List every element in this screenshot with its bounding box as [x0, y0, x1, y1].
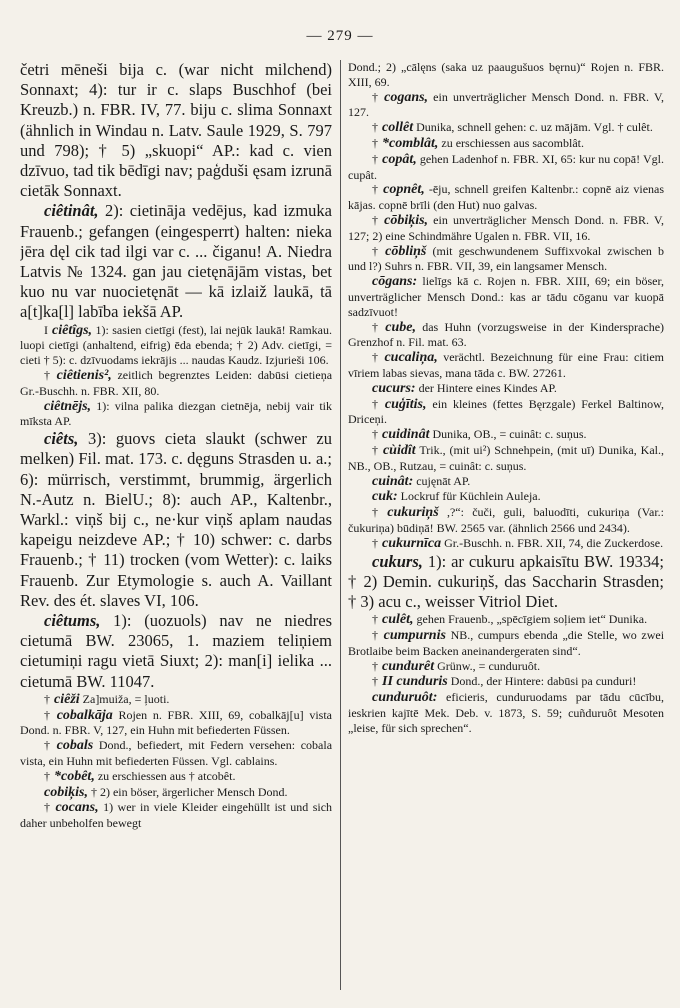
- entry-text: der Hintere eines Kindes AP.: [418, 380, 557, 395]
- entry-headword: cuinât:: [372, 473, 414, 489]
- entry-text: 1): vilna palika diezgan cietnēja, nebij vair tik mīksta AP.: [20, 398, 332, 429]
- dictionary-entry: [20, 692, 332, 708]
- dictionary-entry: [348, 427, 664, 443]
- entry-headword: cundurêt: [382, 658, 435, 674]
- dictionary-entry: [20, 399, 332, 430]
- dictionary-entry: [20, 800, 332, 831]
- entry-text: † 2) ein böser, ärgerlicher Mensch Dond.: [90, 784, 288, 799]
- entry-text: -ēju, schnell greifen Kaltenbr.: copnē aiz vienas kājas. copnē brīli (den Hut) nuo galvas.: [348, 182, 664, 213]
- entry-text: Dunika, OB., = cuinât: c. suņus.: [432, 427, 587, 442]
- entry-text: zeitlich begrenztes Leiden: dabūsi cietieņa Gr.-Buschh. n. FBR. XII, 80.: [20, 368, 332, 398]
- dictionary-entry: [348, 674, 664, 690]
- dictionary-entry: [348, 136, 664, 152]
- right-column: [348, 60, 664, 1000]
- entry-text: zu erschiessen aus sacomblât.: [441, 135, 585, 150]
- entry-mark: †: [44, 800, 52, 815]
- entry-headword: copnêt,: [383, 182, 425, 198]
- entry-text: NB., cumpurs ebenda „die Stelle, wo zwei Brotlaibe beim Backen aneinandergeraten sind“.: [348, 627, 664, 658]
- entry-headword: cukuriņš: [387, 505, 439, 521]
- entry-mark: †: [372, 89, 381, 104]
- entry-headword: *cobêt,: [54, 768, 95, 784]
- entry-headword: culêt,: [382, 612, 414, 628]
- entry-mark: †: [372, 658, 378, 673]
- entry-text: das Huhn (vorzugsweise in der Kindersprache) Grenzhof n. Fil. mat. 63.: [348, 319, 664, 350]
- dictionary-entry: [348, 381, 664, 397]
- entry-mark: †: [44, 691, 50, 706]
- entry-mark: †: [372, 674, 378, 689]
- entry-headword: cobiķis,: [44, 784, 88, 800]
- page-number: — 279 —: [306, 28, 374, 44]
- entry-headword: cukurs,: [372, 551, 423, 571]
- entry-headword: cuidinât: [382, 427, 430, 443]
- entry-text: 3): guovs cieta slaukt (schwer zu melken) Fil. mat. 173. c. dęguns Strasden u. a.; 6): mürrisch, verstimmt, brummig, ärgerlich N.-Autz n. BielU.; 8): auch AP., Kaltenbr., Warkl.: viņš bij c., ne·kur viņš aplam naudas kapeigu neizdeve AP.; † 10) schwer: c. darbs Frauenb.; † 11) trocken (vom Wetter): c. laiks Frauenb. Zur Etymologie s. auch A. Vaillant Rev. des ét. slaves VI, 106.: [20, 429, 332, 610]
- entry-text: Rojen n. FBR. XIII, 69, cobalkāj[u] vista Dond. n. FBR. V, 127, ein Huhn mit befiederten Füssen.: [20, 707, 332, 738]
- entry-mark: †: [44, 738, 53, 753]
- entry-headword: *comblât,: [382, 135, 439, 151]
- entry-headword: cucurs:: [372, 380, 416, 396]
- entry-mark: †: [372, 612, 378, 627]
- column-divider: [340, 60, 341, 990]
- entry-headword: cukurnīca: [382, 535, 442, 551]
- entry-headword: cucaliņa,: [384, 350, 438, 366]
- dictionary-entry: [348, 213, 664, 244]
- dictionary-entry: [348, 659, 664, 675]
- entry-headword: ciêtnējs,: [44, 398, 92, 414]
- entry-headword: cōbliņš: [385, 243, 427, 259]
- entry-mark: †: [44, 368, 53, 383]
- dictionary-entry: [348, 244, 664, 275]
- dictionary-entry: [348, 90, 664, 121]
- entry-mark: †: [372, 120, 378, 135]
- dictionary-entry: [20, 611, 332, 692]
- entry-text: Dunika, schnell gehen: c. uz mājām. Vgl. † culêt.: [416, 120, 653, 135]
- entry-headword: cumpurnis: [383, 627, 446, 643]
- dictionary-entry: [348, 552, 664, 613]
- dictionary-entry: [20, 323, 332, 368]
- entry-text: Dond., der Hintere: dabūsi pa cunduri!: [450, 674, 637, 689]
- dictionary-entry: [348, 690, 664, 735]
- entry-mark: †: [372, 212, 381, 227]
- entry-mark: I: [44, 322, 48, 337]
- entry-headword: ciêtums,: [44, 611, 101, 631]
- entry-headword: cunduruôt:: [372, 690, 438, 706]
- entry-headword: cube,: [385, 319, 416, 335]
- entry-headword: cocans,: [55, 800, 99, 816]
- dictionary-entry: [348, 320, 664, 351]
- entry-text: 1): sasien cietīgi (fest), lai nejūk laukā! Ramkau. luopi cietīgi (anhaltend, eifrig) ēda ebenda; † 2) Adv. cietīgi, = cieti † 5): c. dzīvuodams iekrājis ... naudas Kaudz. Izjurieši 106.: [20, 322, 332, 368]
- entry-headword: copât,: [382, 151, 417, 167]
- entry-headword: cùidît: [382, 442, 416, 458]
- entry-mark: †: [372, 535, 378, 550]
- entry-headword: ciêtîgs,: [52, 322, 93, 338]
- entry-mark: †: [372, 505, 384, 520]
- dictionary-entry: [20, 785, 332, 801]
- dictionary-entry: [348, 474, 664, 490]
- entry-headword: ciêtinât,: [44, 201, 99, 221]
- entry-text: ein unverträglicher Mensch Dond. n. FBR. V, 127.: [348, 89, 664, 120]
- entry-text: (mit geschwundenem Suffixvokal zwischen b und l?) Suhrs n. FBR. VII, 39, ein langsamer Mensch.: [348, 243, 664, 274]
- entry-text: Grünw., = cunduruôt.: [437, 658, 541, 673]
- entry-mark: †: [372, 427, 378, 442]
- entry-text: četri mēneši bija c. (war nicht milchend) Sonnaxt; 4): tur ir c. slaps Buschhof (bei Kreuzb.) n. FBR. IV, 77. biju c. slima Sonnaxt (ähnlich in Windau n. Latv. Saule 1929, S. 797 und 798); † 5) „skuopi“ AP.: kad c. vien dzīvuo, tad tik bēdīgi nav; paģduši ęsam izrunā cietāk Sonnaxt.: [20, 60, 332, 201]
- dictionary-entry: [20, 708, 332, 739]
- entry-text: cujęnāt AP.: [416, 473, 471, 488]
- entry-text: 1) wer in viele Kleider eingehüllt ist und sich daher unbeholfen bewegt: [20, 800, 332, 831]
- dictionary-entry: [20, 201, 332, 322]
- entry-mark: †: [372, 151, 379, 166]
- dictionary-entry: [348, 505, 664, 536]
- entry-headword: cōbiķis,: [384, 212, 429, 228]
- dictionary-entry: [348, 397, 664, 428]
- entry-headword: cuk:: [372, 489, 398, 505]
- entry-headword: cobalkāja: [56, 707, 113, 723]
- entry-text: Za]muiža, = ļuoti.: [82, 691, 170, 706]
- entry-headword: ciêži: [54, 691, 80, 707]
- entry-text: Dond., befiedert, mit Federn versehen: cobala vista, ein Huhn mit befiederten Füssen. Vgl. cablains.: [20, 738, 332, 769]
- entry-text: ein kleines (fettes Bęrzgale) Ferkel Baltinow, Driceņi.: [348, 396, 664, 427]
- dictionary-entry: [20, 429, 332, 611]
- entry-mark: †: [44, 707, 53, 722]
- dictionary-entry: [348, 182, 664, 213]
- dictionary-entry: [348, 489, 664, 505]
- entry-text: Gr.-Buschh. n. FBR. XII, 74, die Zuckerdose.: [444, 535, 664, 550]
- entry-headword: cobals: [56, 738, 94, 754]
- entry-text: ein unverträglicher Mensch Dond. n. FBR. V, 127; 2) eine Schindmähre Ugalen n. FBR. VII, 16.: [348, 212, 664, 243]
- entry-headword: ciêts,: [44, 429, 79, 449]
- entry-text: Dond.; 2) „cālęns (saka uz paaugušuos bęrnu)“ Rojen n. FBR. XIII, 69.: [348, 60, 664, 89]
- dictionary-entry: [348, 120, 664, 136]
- dictionary-entry: [348, 152, 664, 183]
- entry-text: gehen Frauenb., „spēcīgiem soļiem iet“ Dunika.: [416, 612, 648, 627]
- entry-mark: †: [372, 135, 378, 150]
- entry-text: verächtl. Bezeichnung für eine Frau: citiem vīriem labas sievas, mana tāda c. BW. 27261.: [348, 350, 664, 380]
- left-column: [20, 60, 332, 1000]
- entry-text: 1): (uozuols) nav ne niedres cietumā BW. 23065, 1. maziem teliņiem cietumiņi ragu vietā Siuxt; 2): man[i] ielika ... cietumā BW. 11047.: [20, 611, 332, 691]
- entry-text: Trik., (mit ui²) Schnehpein, (mit uī) Dunika, Kal., NB., OB., Rutzau, = cuinât: c. suņus.: [348, 442, 664, 473]
- entry-mark: †: [372, 350, 381, 365]
- dictionary-entry: [20, 769, 332, 785]
- entry-text: Lockruf für Küchlein Auleja.: [400, 489, 541, 504]
- entry-mark: †: [372, 182, 380, 197]
- entry-headword: ciêtienis²,: [56, 368, 112, 384]
- dictionary-entry: [348, 443, 664, 474]
- entry-mark: †: [372, 319, 382, 334]
- entry-text: ,?“: čuči, guli, baluodīti, cukuriņa (Var.: čukuriņa) būdiņā! BW. 2565 var. (ähnlich 2566 und 2434).: [348, 505, 664, 535]
- entry-headword: collêt: [382, 120, 414, 136]
- entry-headword: cogans,: [384, 89, 429, 105]
- dictionary-entry: [20, 60, 332, 201]
- entry-mark: †: [372, 627, 380, 642]
- entry-text: lielīgs kā c. Rojen n. FBR. XIII, 69; ein böser, unverträglicher Mensch Dond.: kas ar tādu cōganu var kuopā sadzīvuot!: [348, 274, 664, 319]
- dictionary-entry: [348, 60, 664, 90]
- entry-headword: cōgans:: [372, 274, 418, 290]
- entry-mark: †: [44, 768, 50, 783]
- entry-text: zu erschiessen aus † atcobêt.: [97, 768, 236, 783]
- dictionary-entry: [348, 628, 664, 659]
- entry-text: 1): ar cukuru apkaisītu BW. 19334; † 2) Demin. cukuriņš, das Saccharin Strasden; † 3) acu c., weisser Vitriol Diet.: [348, 551, 664, 611]
- entry-text: gehen Ladenhof n. FBR. XI, 65: kur nu copā! Vgl. cupât.: [348, 151, 664, 182]
- entry-mark: †: [372, 396, 381, 411]
- entry-mark: †: [372, 243, 382, 258]
- dictionary-entry: [20, 368, 332, 399]
- dictionary-entry: [348, 274, 664, 319]
- dictionary-entry: [348, 350, 664, 381]
- dictionary-entry: [20, 738, 332, 769]
- entry-text: eficieris, cunduruodams par tādu cūcību, ieskrien kajītē Mek. Deb. v. 1873, S. 59; cuñduruôt Mesoten „leise, für sich sprechen“.: [348, 690, 664, 735]
- dictionary-entry: [348, 536, 664, 552]
- dictionary-entry: [348, 612, 664, 628]
- entry-headword: cuģītis,: [384, 396, 427, 412]
- entry-mark: †: [372, 442, 379, 457]
- entry-headword: II cunduris: [382, 674, 448, 690]
- entry-text: 2): cietināja vedējus, kad izmuka Frauenb.; gefangen (eingesperrt) halten: nieka jēra dęl cik tad ilgi var c. ... čiganu! A. Niedra Latvis № 1324. gan jau cietęnājām vistas, bet kuo nu var nuocietęnāt — kā izlaiž laukā, tā a[t]ka[l] labība iekšā AP.: [20, 201, 332, 322]
